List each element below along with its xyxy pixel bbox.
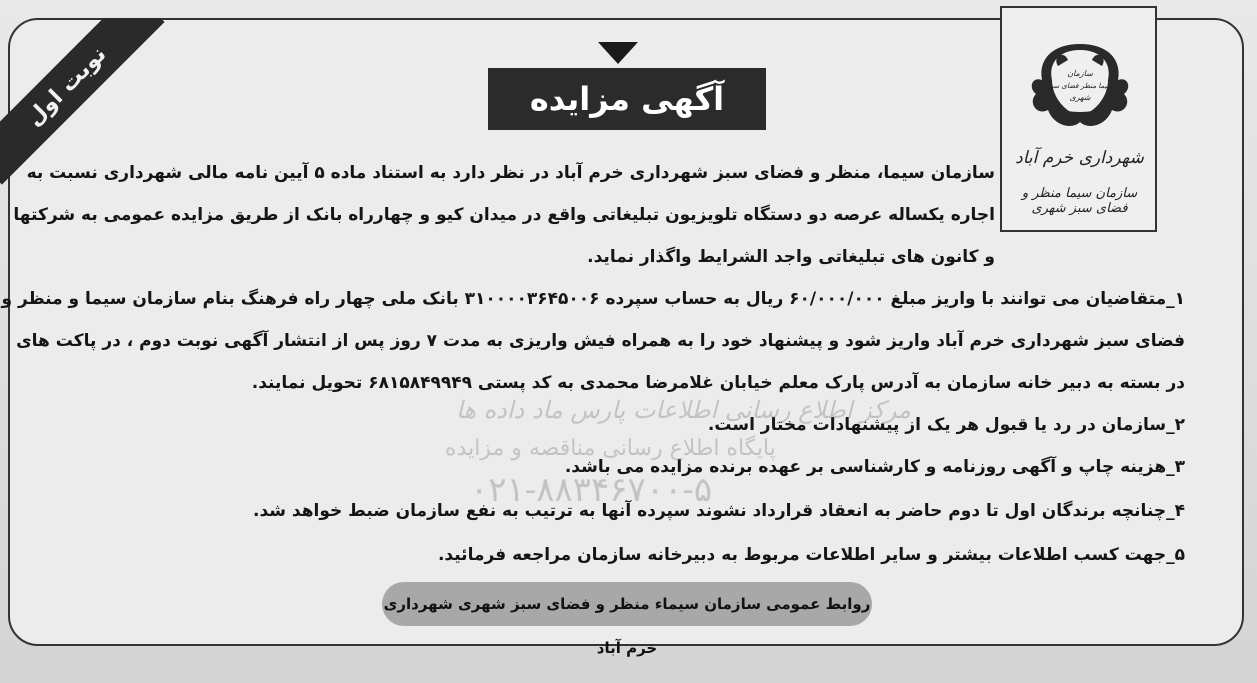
title-pointer-icon: [598, 42, 638, 64]
item-1-line-1: ۱_متقاضیان می توانند با واریز مبلغ ۶۰/۰۰۰/۰۰۰ ریال به حساب سپرده ۳۱۰۰۰۰۳۶۴۵۰۰۶ بانک ملی چهار راه فرهنگ بنام سازمان سیما و منظر و: [1, 289, 1185, 309]
svg-text:سازمان: سازمان: [1067, 69, 1093, 78]
emblem-icon: [1024, 36, 1136, 136]
notice-title: آگهی مزایده: [488, 68, 766, 130]
watermark-phone: ۰۲۱-۸۸۳۴۶۷۰۰-۵: [470, 470, 713, 510]
intro-line-2: اجاره یکساله عرصه دو دستگاه تلویزیون تبلیغاتی واقع در میدان کیو و چهارراه بانک از طریق مزایده عمومی به شرکتها: [13, 205, 995, 225]
item-4: ۴_چنانچه برندگان اول تا دوم حاضر به انعقاد قرارداد نشوند سپرده آنها به ترتیب به نفع سازمان ضبط خواهد شد.: [252, 501, 1185, 521]
item-1-line-2: فضای سبز شهرداری خرم آباد واریز شود و پیشنهاد خود را به همراه فیش واریزی به مدت ۷ روز پس از انتشار آگهی نوبت دوم ، در پاکت های: [16, 331, 1185, 351]
item-5: ۵_جهت کسب اطلاعات بیشتر و سایر اطلاعات مربوط به دبیرخانه سازمان مراجعه فرمائید.: [437, 545, 1185, 565]
ribbon-label: نوبت اول: [0, 18, 165, 185]
item-2: ۲_سازمان در رد یا قبول هر یک از پیشنهادات مختار است.: [707, 415, 1185, 435]
watermark-line-2: پایگاه اطلاع رسانی مناقصه و مزایده: [445, 436, 776, 461]
org-name-organization: سازمان سیما منظر و فضای سبز شهری: [1021, 186, 1138, 216]
item-1-line-3: در بسته به دبیر خانه سازمان به آدرس پارک معلم خیابان غلامرضا محمدی به کد پستی ۶۸۱۵۸۴۹۹۴۹ تحویل نمایند.: [251, 373, 1185, 393]
intro-line-1: سازمان سیما، منظر و فضای سبز شهرداری خرم آباد در نظر دارد به استناد ماده ۵ آیین نامه مالی شهرداری نسبت به: [26, 163, 995, 183]
org-name-municipality: شهرداری خرم آباد: [1015, 148, 1144, 168]
intro-line-3: و کانون های تبلیغاتی واجد الشرایط واگذار نماید.: [587, 247, 995, 267]
svg-text:شهری: شهری: [1069, 93, 1091, 102]
public-relations-footer: روابط عمومی سازمان سیماء منظر و فضای سبز شهری شهرداری خرم آباد: [382, 582, 872, 626]
svg-text:سیما منظر فضای سبز: سیما منظر فضای سبز: [1047, 82, 1113, 90]
item-3: ۳_هزینه چاپ و آگهی روزنامه و کارشناسی بر عهده برنده مزایده می باشد.: [564, 457, 1185, 477]
watermark-line-1: مرکز اطلاع رسانی اطلاعات پارس ماد داده ها: [456, 396, 911, 424]
organization-logo-box: [1000, 6, 1157, 232]
